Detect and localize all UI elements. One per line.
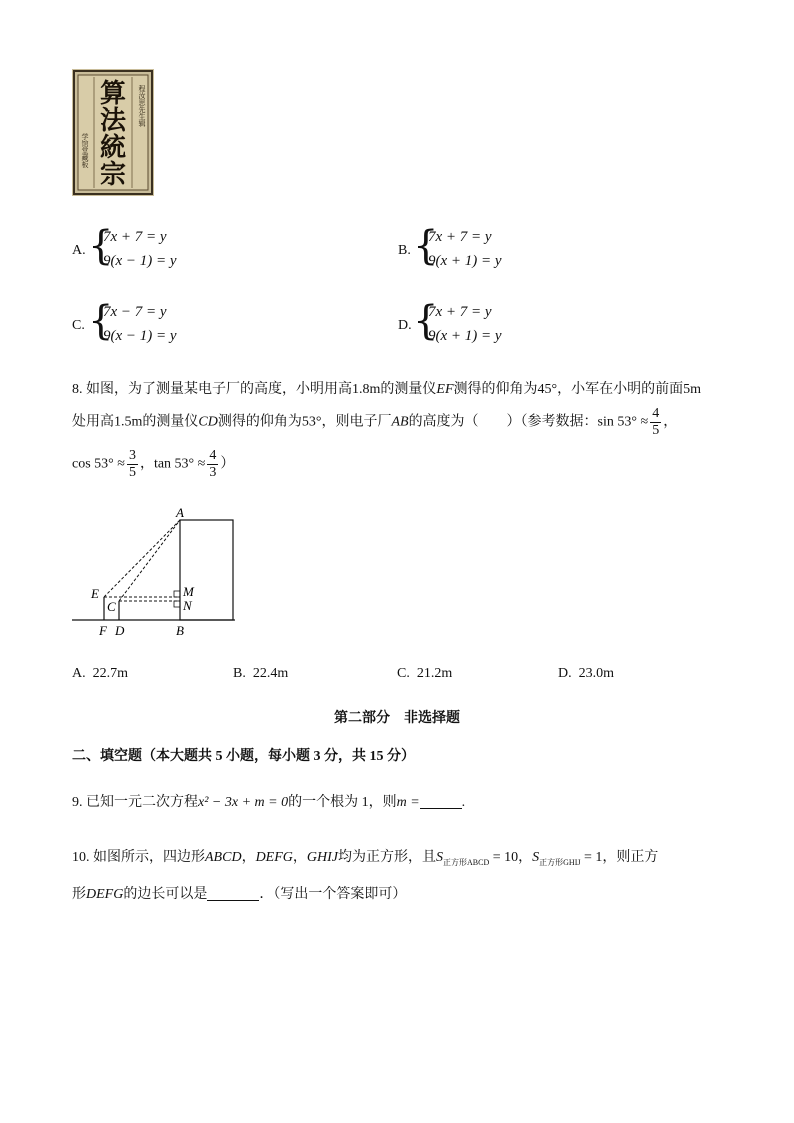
- question-10-line-1: 10. 如图所示，四边形ABCD，DEFG，GHIJ均为正方形，且$S_{正方形ABCD} = 10$，$S_{正方形GHIJ} = 1$，则正方: [72, 850, 659, 867]
- q7-option-d-eq2: 9(x + 1) = y: [428, 328, 502, 344]
- q8-figure: [70, 505, 240, 640]
- q7-option-a-eq1: 7x + 7 = y: [103, 229, 167, 245]
- q8-option-a[interactable]: A. 22.7m: [72, 666, 129, 681]
- sight-line-ca: [119, 520, 180, 601]
- q7-option-b-label[interactable]: B.: [398, 243, 411, 258]
- cover-char-3: 統: [99, 133, 127, 163]
- q7-option-d-brace: {: [413, 298, 439, 344]
- q9-equation: x² − 3x + m = 0: [198, 795, 289, 810]
- q7-option-c-label[interactable]: C.: [72, 318, 85, 333]
- section-2-title: 二、填空题（本大题共 5 小题，每小题 3 分，共 15 分）: [72, 749, 415, 764]
- label-e: E: [91, 586, 99, 601]
- cover-author-text: 程汝思先生辑: [138, 85, 146, 127]
- q9-answer-blank[interactable]: [420, 807, 462, 809]
- book-cover-image: [72, 69, 154, 196]
- question-9: 9. 已知一元二次方程x² − 3x + m = 0的一个根为 1，则m = .: [72, 795, 466, 810]
- label-f: F: [99, 623, 107, 638]
- q8-cd: CD: [198, 414, 218, 430]
- q8-figure-drawing: [70, 505, 240, 640]
- label-m: M: [183, 584, 194, 599]
- q7-option-a-brace: {: [88, 223, 114, 269]
- q8-line-1: 8. 如图，为了测量某电子厂的高度，小明用高1.8m的测量仪EF测得的仰角为45°，小军在小明的前面5m: [72, 382, 701, 397]
- q8-sin-fraction: $\frac{4}{5}$: [652, 406, 660, 438]
- q8-cos-fraction: $\frac{3}{5}$: [128, 448, 136, 480]
- question-10-line-2: 形DEFG的边长可以是 ．（写出一个答案即可）: [72, 887, 407, 902]
- q8-ab: AB: [391, 414, 409, 430]
- q8-option-d[interactable]: D. 23.0m: [558, 666, 615, 681]
- label-c: C: [107, 599, 116, 614]
- q7-option-a-label[interactable]: A.: [72, 243, 86, 258]
- label-d: D: [115, 623, 125, 638]
- q9-var: m =: [396, 795, 420, 810]
- cover-char-1: 算: [99, 79, 127, 109]
- q7-option-b-brace: {: [413, 223, 439, 269]
- q10-answer-blank[interactable]: [207, 899, 259, 901]
- q7-option-d-label[interactable]: D.: [398, 318, 412, 333]
- q7-option-c-eq1: 7x − 7 = y: [103, 304, 167, 320]
- q8-angle-45: 45°: [537, 382, 558, 397]
- q8-tan-fraction: $\frac{4}{3}$: [209, 448, 217, 480]
- sight-line-ea: [104, 520, 180, 597]
- q7-option-c-eq2: 9(x − 1) = y: [103, 328, 177, 344]
- cover-char-4: 宗: [99, 160, 127, 190]
- q8-ef: EF: [436, 382, 454, 397]
- q8-option-b[interactable]: B. 22.4m: [233, 666, 289, 681]
- part-2-title: 第二部分 非选择题: [334, 711, 460, 726]
- q7-option-b-eq2: 9(x + 1) = y: [428, 253, 502, 269]
- q7-option-c-brace: {: [88, 298, 114, 344]
- q8-line-3: cos 53° ≈ $\frac{3}{5}$ ，tan 53° ≈ $\frac{4}{3}$ ）: [72, 448, 235, 480]
- label-b: B: [176, 623, 184, 638]
- book-cover-drawing: [72, 69, 154, 196]
- q7-option-b-eq1: 7x + 7 = y: [428, 229, 492, 245]
- label-n: N: [183, 598, 192, 613]
- q7-option-d-eq1: 7x + 7 = y: [428, 304, 492, 320]
- q8-option-c[interactable]: C. 21.2m: [397, 666, 453, 681]
- q8-line-2: 处用高1.5m的测量仪CD测得的仰角为53°，则电子厂AB的高度为（ ）（参考数据：sin 53° ≈ $\frac{4}{5}$ ，: [72, 406, 678, 438]
- label-a: A: [176, 505, 184, 520]
- cover-char-2: 法: [99, 106, 127, 136]
- q7-option-a-eq2: 9(x − 1) = y: [103, 253, 177, 269]
- cover-publisher-text: 学馆堂藏板: [81, 133, 89, 168]
